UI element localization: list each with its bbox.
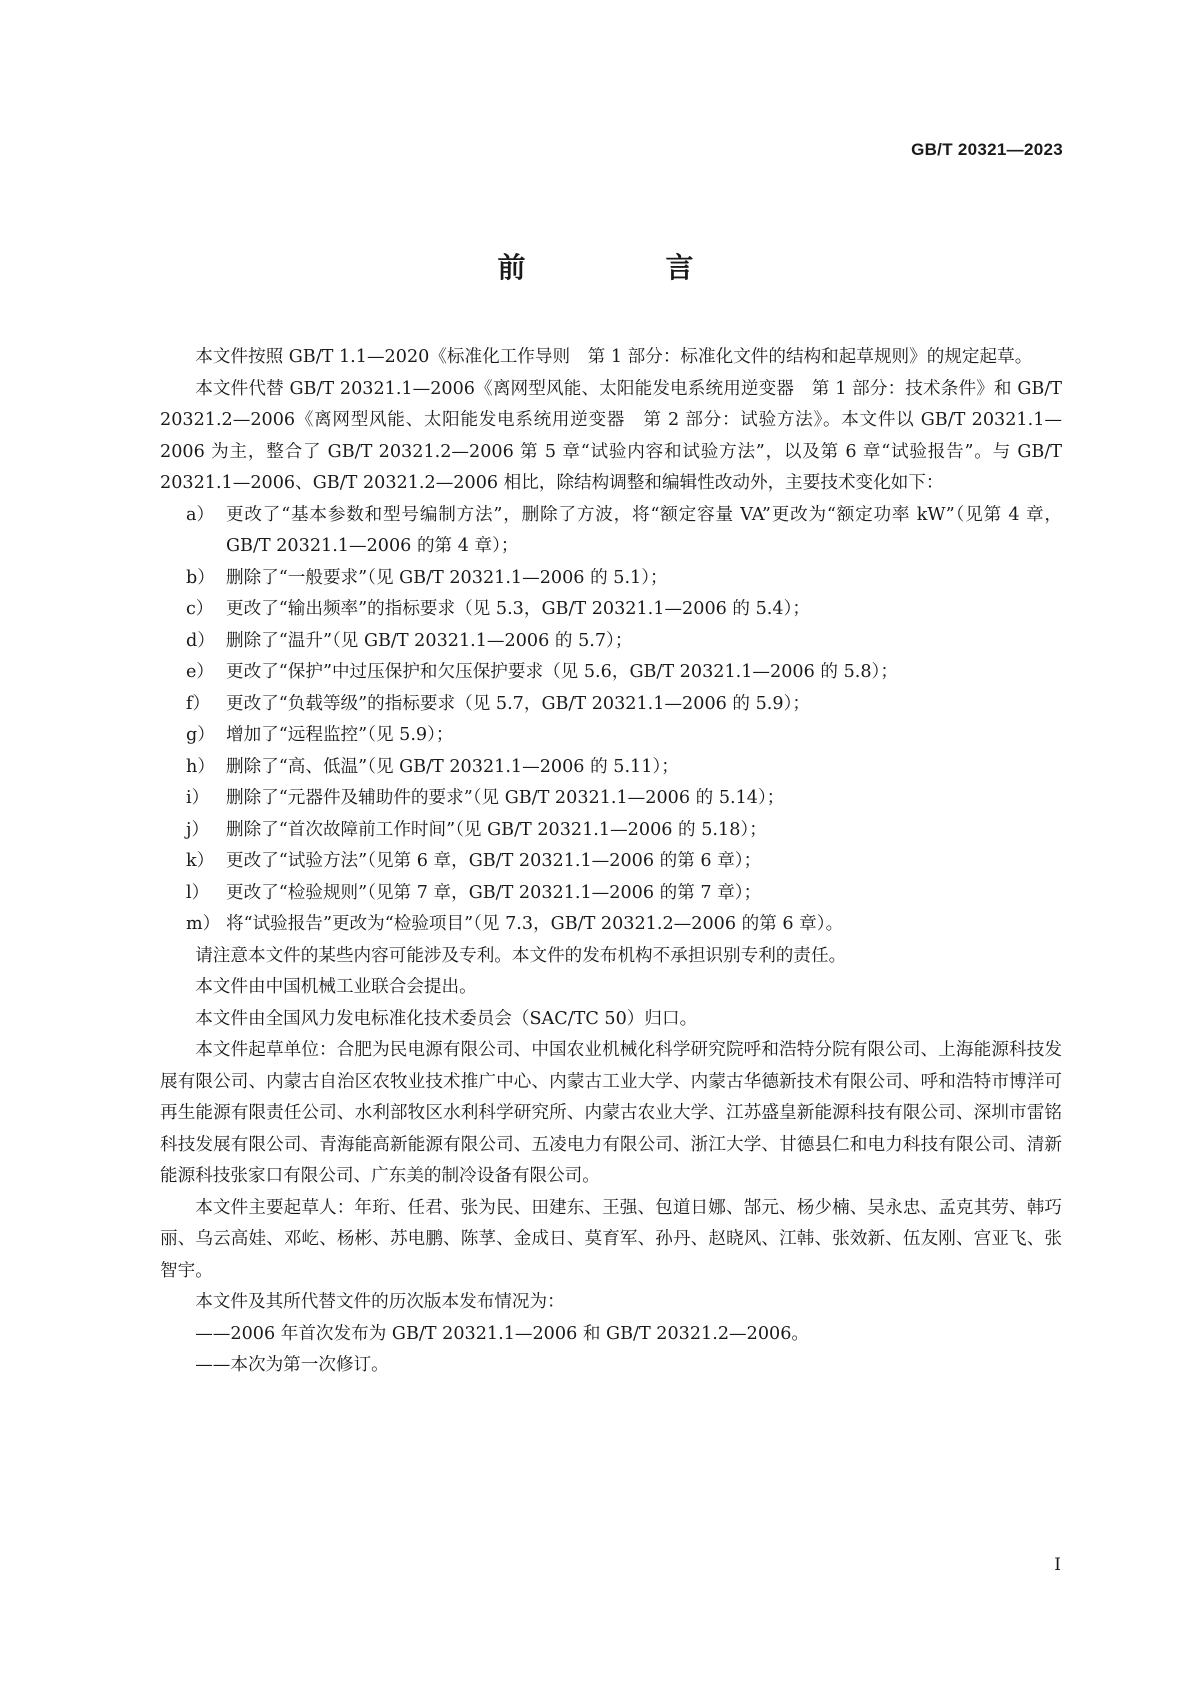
list-item-text: 增加了“远程监控”（见 5.9）；: [226, 725, 454, 745]
list-item-text: 删除了“一般要求”（见 GB/T 20321.1—2006 的 5.1）；: [226, 567, 668, 588]
list-marker: k）: [186, 851, 215, 871]
list-item: [160, 626, 1062, 658]
list-item-text: 更改了“基本参数和型号编制方法”，删除了方波，将“额定容量 VA”更改为“额定功率 kW”（见第 4 章，GB/T 20321.1—2006 的第 4 章）；: [226, 504, 1062, 556]
page-number: Ⅰ: [1054, 1555, 1061, 1575]
list-item-text: 更改了“试验方法”（见第 6 章，GB/T 20321.1—2006 的第 6 章）；: [226, 851, 762, 871]
list-item-text: 更改了“负载等级”的指标要求（见 5.7，GB/T 20321.1—2006 的 5.9）；: [226, 693, 810, 714]
list-marker: e）: [186, 662, 215, 682]
list-item: [160, 815, 1062, 847]
list-item: [160, 720, 1062, 752]
list-item: [160, 846, 1062, 878]
foreword-body: [160, 342, 1062, 1382]
list-marker: f）: [186, 693, 211, 714]
list-item: [160, 689, 1062, 721]
list-item-text: 删除了“温升”（见 GB/T 20321.1—2006 的 5.7）；: [226, 630, 633, 651]
list-item-text: 更改了“保护”中过压保护和欠压保护要求（见 5.6，GB/T 20321.1—2006 的 5.8）；: [226, 662, 898, 682]
paragraph-history-intro: 本文件及其所代替文件的历次版本发布情况为：: [195, 1292, 565, 1312]
paragraph-replacement: 本文件代替 GB/T 20321.1—2006《离网型风能、太阳能发电系统用逆变器 第 1 部分：技术条件》和 GB/T 20321.2—2006《离网型风能、太阳能发电系统用逆变器 第 2 部分：试验方法》。本文件以 GB/T 20321.1—2006 为主，整合了 GB/T 20321.2—2006 第 5 章“试验内容和试验方法”，以及第 6 章“试验报告”。与 GB/T 20321.1—2006、GB/T 20321.2—2006 相比，除结构调整和编辑性改动外，主要技术变化如下：: [160, 378, 1062, 493]
paragraph-drafters: 本文件主要起草人：年珩、任君、张为民、田建东、王强、包道日娜、郜元、杨少楠、吴永忠、孟克其劳、韩巧丽、乌云高娃、邓屹、杨彬、苏电鹏、陈莩、金成日、莫育军、孙丹、赵晓风、江韩、张效新、伍友刚、宫亚飞、张智宇。: [160, 1197, 1062, 1281]
list-marker: c）: [186, 599, 214, 619]
list-marker: a）: [186, 504, 215, 525]
list-item: [160, 878, 1062, 910]
list-item-text: 删除了“元器件及辅助件的要求”（见 GB/T 20321.1—2006 的 5.14）；: [226, 788, 785, 808]
list-marker: d）: [186, 630, 215, 651]
list-item-text: 将“试验报告”更改为“检验项目”（见 7.3，GB/T 20321.2—2006 的第 6 章）。: [226, 914, 844, 934]
paragraph-drafting-rules: 本文件按照 GB/T 1.1—2020《标准化工作导则 第 1 部分：标准化文件的结构和起草规则》的规定起草。: [195, 347, 1033, 367]
list-item-text: 更改了“输出频率”的指标要求（见 5.3，GB/T 20321.1—2006 的 5.4）；: [226, 599, 810, 619]
changes-list: [160, 500, 1062, 941]
list-marker: i）: [186, 788, 210, 808]
paragraph-proposer: 本文件由中国机械工业联合会提出。: [195, 977, 477, 997]
list-item-text: 删除了“高、低温”（见 GB/T 20321.1—2006 的 5.11）；: [226, 756, 679, 777]
list-marker: h）: [186, 756, 215, 777]
list-item: [160, 783, 1062, 815]
list-item: [160, 500, 1062, 563]
list-item: [160, 657, 1062, 689]
list-marker: g）: [186, 725, 215, 745]
list-marker: l）: [186, 882, 210, 903]
list-item: [160, 752, 1062, 784]
page-title: 前 言: [497, 251, 750, 284]
paragraph-patent-notice: 请注意本文件的某些内容可能涉及专利。本文件的发布机构不承担识别专利的责任。: [195, 945, 847, 966]
list-marker: b）: [186, 567, 215, 588]
list-marker: m）: [186, 914, 221, 934]
standard-code: GB/T 20321—2023: [911, 140, 1063, 159]
paragraph-drafting-units: 本文件起草单位：合肥为民电源有限公司、中国农业机械化科学研究院呼和浩特分院有限公司、上海能源科技发展有限公司、内蒙古自治区农牧业技术推广中心、内蒙古工业大学、内蒙古华德新技术有限公司、呼和浩特市博洋可再生能源有限责任公司、水利部牧区水利科学研究所、内蒙古农业大学、江苏盛皇新能源科技有限公司、深圳市雷铭科技发展有限公司、青海能高新能源有限公司、五凌电力有限公司、浙江大学、甘德县仁和电力科技有限公司、清新能源科技张家口有限公司、广东美的制冷设备有限公司。: [160, 1040, 1062, 1186]
list-item: [160, 563, 1062, 595]
history-item: ——本次为第一次修订。: [195, 1355, 389, 1375]
list-item: [160, 909, 1062, 941]
paragraph-committee: 本文件由全国风力发电标准化技术委员会（SAC/TC 50）归口。: [195, 1008, 698, 1029]
list-marker: j）: [186, 819, 210, 840]
list-item-text: 更改了“检验规则”（见第 7 章，GB/T 20321.1—2006 的第 7 章）；: [226, 882, 762, 903]
list-item: [160, 594, 1062, 626]
list-item-text: 删除了“首次故障前工作时间”（见 GB/T 20321.1—2006 的 5.18）；: [226, 819, 767, 840]
history-item: ——2006 年首次发布为 GB/T 20321.1—2006 和 GB/T 20321.2—2006。: [195, 1323, 809, 1344]
